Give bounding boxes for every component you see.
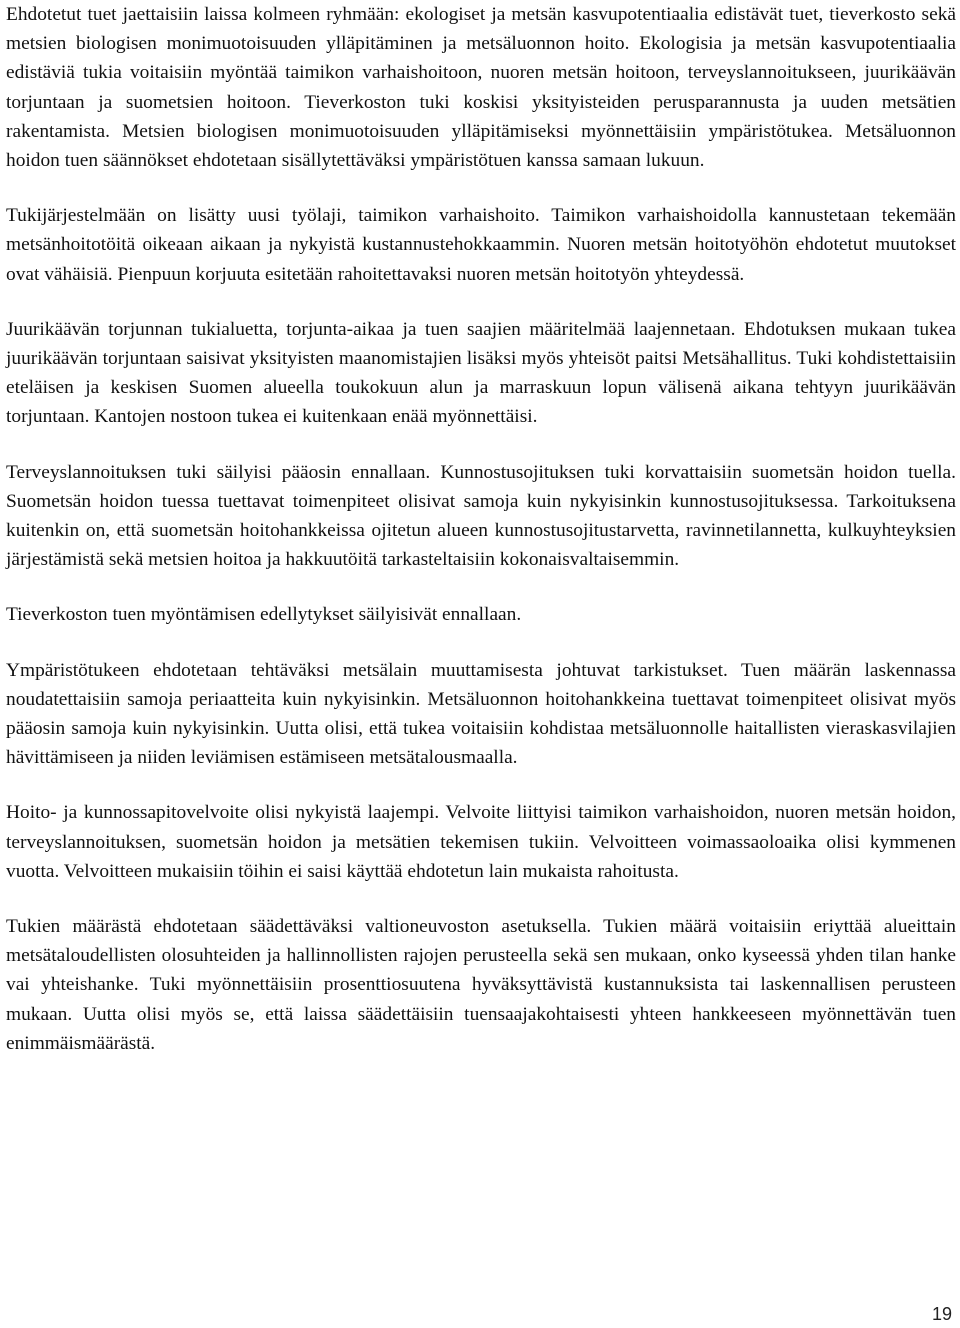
paragraph-4: Terveyslannoituksen tuki säilyisi pääosin ennallaan. Kunnostusojituksen tuki korvattaisiin suometsän hoidon tuella. Suometsän hoidon tuessa tuettavat toimenpiteet olisivat samoja kuin nykyisinkin kunnostusojituksessa. Tarkoituksena kuitenkin on, että suometsän hoitohankkeissa ojitetun alueen kunnostusojitustarvetta, ravinnetilannetta, kulkuyhteyksien järjestämistä sekä metsien hoitoa ja hakkuutöitä tarkasteltaisiin kokonaisvaltaisemmin. bbox=[6, 461, 956, 571]
paragraph-7: Hoito- ja kunnossapitovelvoite olisi nykyistä laajempi. Velvoite liittyisi taimikon varhaishoidon, nuoren metsän hoidon, terveyslannoituksen, suometsän hoidon ja metsätien tekemisen tukiin. Velvoitteen voimassaoloaika olisi kymmenen vuotta. Velvoitteen mukaisiin töihin ei saisi käyttää ehdotetun lain mukaista rahoitusta. bbox=[6, 802, 956, 882]
paragraph-3: Juurikäävän torjunnan tukialuetta, torjunta-aikaa ja tuen saajien määritelmää laajennetaan. Ehdotuksen mukaan tukea juurikäävän torjuntaan saisivat yksityisten maanomistajien lisäksi myös yhteisöt paitsi Metsähallitus. Tuki kohdistettaisiin eteläisen ja keskisen Suomen alueella toukokuun alun ja marraskuun lopun välisenä aikana tehtyyn juurikäävän torjuntaan. Kantojen nostoon tukea ei kuitenkaan enää myönnettäisi. bbox=[6, 318, 956, 428]
document-page bbox=[6, 0, 956, 1084]
paragraph-1: Ehdotetut tuet jaettaisiin laissa kolmeen ryhmään: ekologiset ja metsän kasvupotentiaalia edistävät tuet, tieverkosto sekä metsien biologisen monimuotoisuuden ylläpitäminen ja metsäluonnon hoito. Ekologisia ja metsän kasvupotentiaalia edistäviä tukia voitaisiin myöntää taimikon varhaishoitoon, nuoren metsän hoitoon, terveyslannoitukseen, juurikäävän torjuntaan ja suometsien hoitoon. Tieverkoston tuki koskisi yksityisteiden perusparannusta ja uuden metsätien rakentamista. Metsien biologisen monimuotoisuuden ylläpitämiseksi myönnettäisiin ympäristötukea. Metsäluonnon hoidon tuen säännökset ehdotetaan sisällytettäväksi ympäristötuen kanssa samaan lukuun. bbox=[6, 4, 956, 172]
page-number: 19 bbox=[931, 1304, 952, 1324]
paragraph-5: Tieverkoston tuen myöntämisen edellytykset säilyisivät ennallaan. bbox=[6, 604, 522, 626]
paragraph-6: Ympäristötukeen ehdotetaan tehtäväksi metsälain muuttamisesta johtuvat tarkistukset. Tuen määrän laskennassa noudatettaisiin samoja periaatteita kuin nykyisinkin. Metsäluonnon hoitohankkeina tuettavat toimenpiteet olisivat myös pääosin samoja kuin nykyisinkin. Uutta olisi, että tukea voitaisiin kohdistaa metsäluonnolle haitallisten vieraskasvilajien hävittämiseen ja niiden leviämisen estämiseen metsätalousmaalla. bbox=[6, 659, 956, 769]
paragraph-2: Tukijärjestelmään on lisätty uusi työlaji, taimikon varhaishoito. Taimikon varhaishoidolla kannustetaan tekemään metsänhoitotöitä oikeaan aikaan ja nykyistä kustannustehokkaammin. Nuoren metsän hoitotyöhön ehdotetut muutokset ovat vähäisiä. Pienpuun korjuuta esitetään rahoitettavaksi nuoren metsän hoitotyön yhteydessä. bbox=[6, 205, 956, 285]
paragraph-8: Tukien määrästä ehdotetaan säädettäväksi valtioneuvoston asetuksella. Tukien määrä voitaisiin eriyttää alueittain metsätaloudellisten olosuhteiden ja hallinnollisten rajojen perusteella sekä sen mukaan, onko kyseessä yhden tilan hanke vai yhteishanke. Tuki myönnettäisiin prosenttiosuutena hyväksyttävistä kustannuksista tai laskennallisen perusteen mukaan. Uutta olisi myös se, että laissa säädettäisiin tuensaajakohtaisesti yhteen hankkeeseen myönnettävän tuen enimmäismäärästä. bbox=[6, 916, 956, 1054]
